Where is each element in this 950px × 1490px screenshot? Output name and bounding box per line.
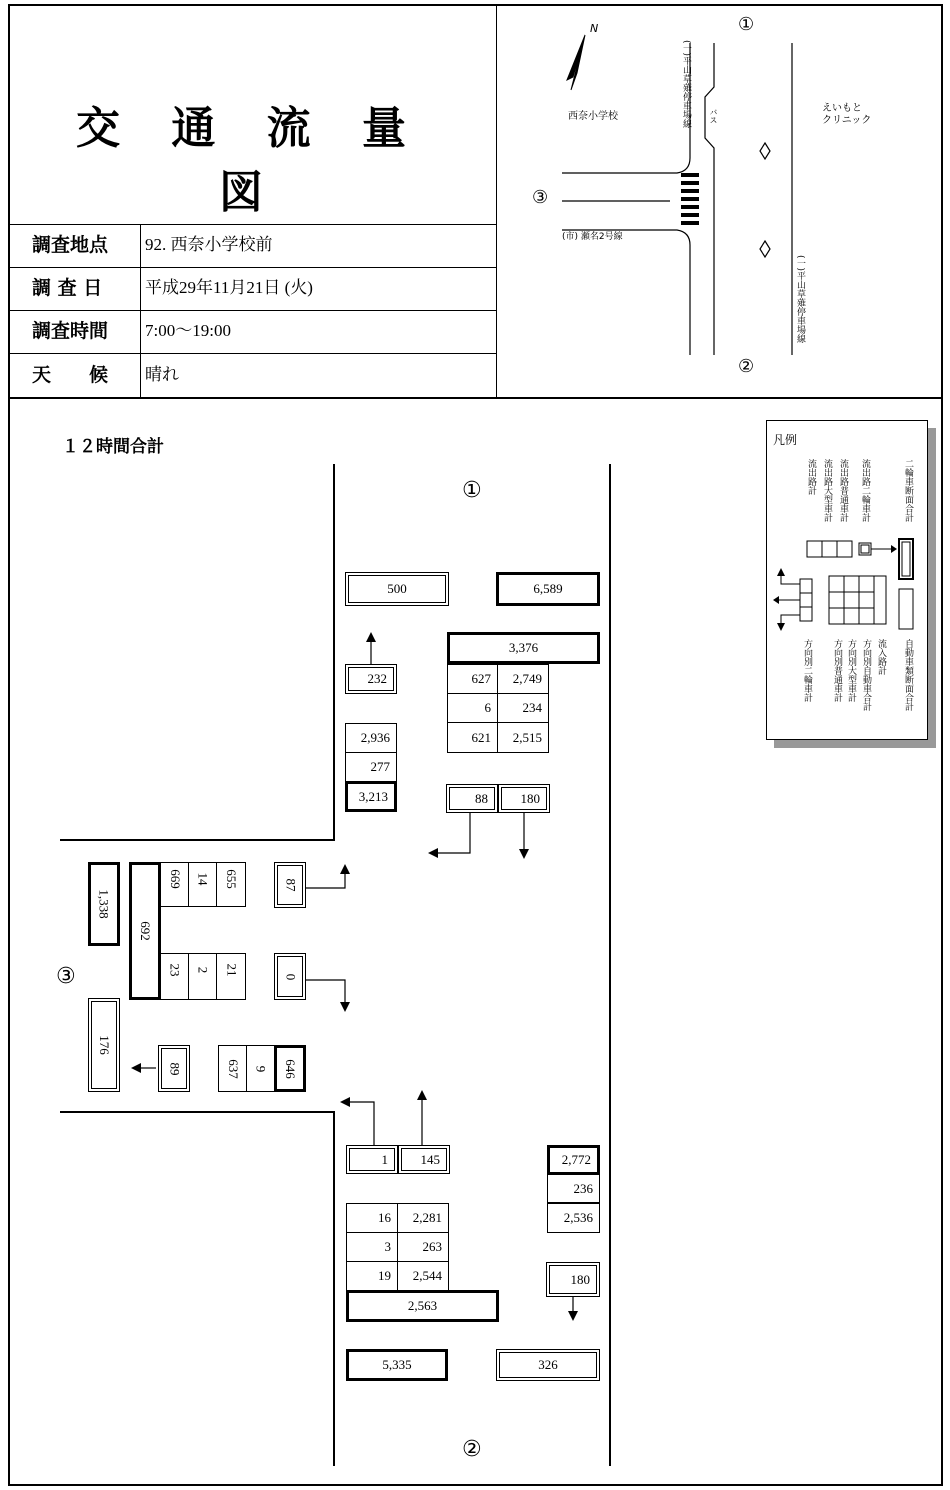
map-clinic-label: えいもと クリニック <box>822 103 872 126</box>
west-inflow-total <box>129 862 161 1000</box>
value: 669 <box>167 869 183 889</box>
map-school-label: 西奈小学校 <box>568 111 618 122</box>
west-mid-cell <box>160 953 189 1000</box>
north-row-bike: 627 <box>447 664 498 694</box>
west-out-total <box>274 1045 306 1092</box>
map-bus-label: バス <box>709 108 718 124</box>
legend-label: 流出路大型車計 <box>822 459 832 522</box>
west-top-cell <box>188 862 217 907</box>
date-label: 調 査 日 <box>32 277 103 299</box>
west-mid-cell <box>188 953 217 1000</box>
weather-label: 天 候 <box>32 364 109 386</box>
south-outflow-total: 2,772 <box>547 1145 600 1175</box>
arrowhead <box>428 848 438 858</box>
south-bike-out: 180 <box>546 1262 600 1297</box>
value: 9 <box>253 1065 269 1072</box>
value: 1,338 <box>97 889 112 919</box>
legend-label: 流出路二輪車計 <box>860 459 870 522</box>
north-outflow-bike-total: 500 <box>345 572 449 606</box>
south-dir-bike: 145 <box>398 1145 450 1174</box>
value: 646 <box>283 1058 298 1079</box>
value: 89 <box>167 1062 182 1075</box>
arrowhead <box>131 1063 141 1073</box>
value: 637 <box>225 1058 241 1079</box>
flow-arrow <box>306 872 345 888</box>
diagram-point-3: ③ <box>56 964 76 989</box>
north-outflow: 2,936 <box>345 723 397 753</box>
south-inflow-total: 2,563 <box>346 1290 499 1322</box>
west-top-cell <box>160 862 189 907</box>
time-label: 調査時間 <box>32 320 109 342</box>
flow-arrow <box>438 813 470 853</box>
arrowhead <box>340 1097 350 1107</box>
north-section-total: 6,589 <box>496 572 600 606</box>
north-row-total: 234 <box>497 693 549 723</box>
legend-label: 自動車類断面合計 <box>903 639 913 711</box>
map-point-2: ② <box>738 356 755 377</box>
value: 2 <box>195 966 211 974</box>
north-row-bike: 6 <box>447 693 498 723</box>
value: 0 <box>283 973 298 980</box>
value: 23 <box>167 963 183 977</box>
south-dir-bike: 1 <box>346 1145 398 1174</box>
south-row-bike: 19 <box>346 1261 398 1291</box>
map-point-3: ③ <box>532 187 549 208</box>
south-row-total: 263 <box>397 1232 449 1262</box>
value: 655 <box>224 869 239 889</box>
diagram-heading: １２時間合計 <box>62 437 164 457</box>
value: 692 <box>138 921 153 941</box>
north-inflow-total: 3,376 <box>447 632 600 664</box>
north-label: N <box>590 22 599 35</box>
flow-arrow <box>350 1102 374 1145</box>
south-outflow: 2,536 <box>547 1203 600 1233</box>
legend-label: 流出路普通車計 <box>838 459 848 522</box>
arrowhead <box>340 1002 350 1012</box>
west-top-cell <box>216 862 246 907</box>
legend-symbols <box>767 421 927 739</box>
north-outflow-total: 3,213 <box>345 781 397 812</box>
west-bike-out <box>158 1045 190 1092</box>
diagram-point-1: ① <box>462 478 482 503</box>
south-row-bike: 16 <box>346 1203 398 1233</box>
arrowhead <box>417 1090 427 1100</box>
time-value: 7:00～19:00 <box>145 321 231 340</box>
legend-label: 方向別普通車計 <box>832 639 842 702</box>
road-edge <box>60 1112 334 1466</box>
map-road-upper-label: (一)平山草薙停車場線 <box>681 40 691 129</box>
north-outflow: 277 <box>345 752 397 782</box>
arrowhead <box>366 632 376 642</box>
value: 87 <box>283 878 298 892</box>
west-out-cell <box>246 1045 275 1092</box>
south-section-total: 5,335 <box>346 1349 448 1381</box>
south-section-bike: 326 <box>496 1349 600 1381</box>
value: 14 <box>195 872 211 886</box>
legend-label: 二輪車断面合計 <box>903 459 913 522</box>
arrowhead <box>568 1311 578 1321</box>
location-label: 調査地点 <box>32 234 109 256</box>
arrowhead <box>340 864 350 874</box>
legend-label: 流出路計 <box>806 459 816 495</box>
road-edge <box>60 464 334 840</box>
west-turn-bike-up <box>274 862 306 908</box>
value: 21 <box>224 963 239 977</box>
legend-label: 流入路計 <box>876 639 886 675</box>
south-outflow: 236 <box>547 1174 600 1203</box>
page-title: 交 通 流 量 図 <box>76 103 424 218</box>
legend-label: 方向別二輪車計 <box>802 639 812 702</box>
west-mid-cell <box>216 953 246 1000</box>
north-row-total: 2,515 <box>497 722 549 753</box>
weather-value: 晴れ <box>145 365 179 384</box>
legend-title: 凡例 <box>773 433 798 447</box>
north-row-total: 2,749 <box>497 664 549 694</box>
west-section-small <box>88 998 120 1092</box>
north-dir-bike: 180 <box>498 784 550 813</box>
south-row-total: 2,281 <box>397 1203 449 1233</box>
legend-label: 方向別自動車合計 <box>861 639 871 711</box>
legend-label: 方向別大型車計 <box>846 639 856 702</box>
south-row-bike: 3 <box>346 1232 398 1262</box>
north-turn-bike: 232 <box>345 664 397 694</box>
south-row-total: 2,544 <box>397 1261 449 1291</box>
map-road-left-label: (市) 瀬名2号線 <box>562 232 623 242</box>
north-dir-bike: 88 <box>446 784 498 813</box>
value: 176 <box>97 1035 112 1055</box>
flow-arrow <box>306 980 345 1003</box>
location-value: 92. 西奈小学校前 <box>145 235 273 254</box>
map-point-1: ① <box>738 14 755 35</box>
diagram-point-2: ② <box>462 1437 482 1462</box>
map-road-lower-label: (一)平山草薙停車場線 <box>795 255 805 344</box>
west-turn-bike-down <box>274 953 306 1000</box>
north-row-bike: 621 <box>447 722 498 753</box>
date-value: 平成29年11月21日 (火) <box>145 278 313 297</box>
arrowhead <box>519 849 529 859</box>
legend-panel <box>766 420 928 740</box>
west-outflow-total <box>88 862 120 946</box>
west-out-cell <box>218 1045 247 1092</box>
